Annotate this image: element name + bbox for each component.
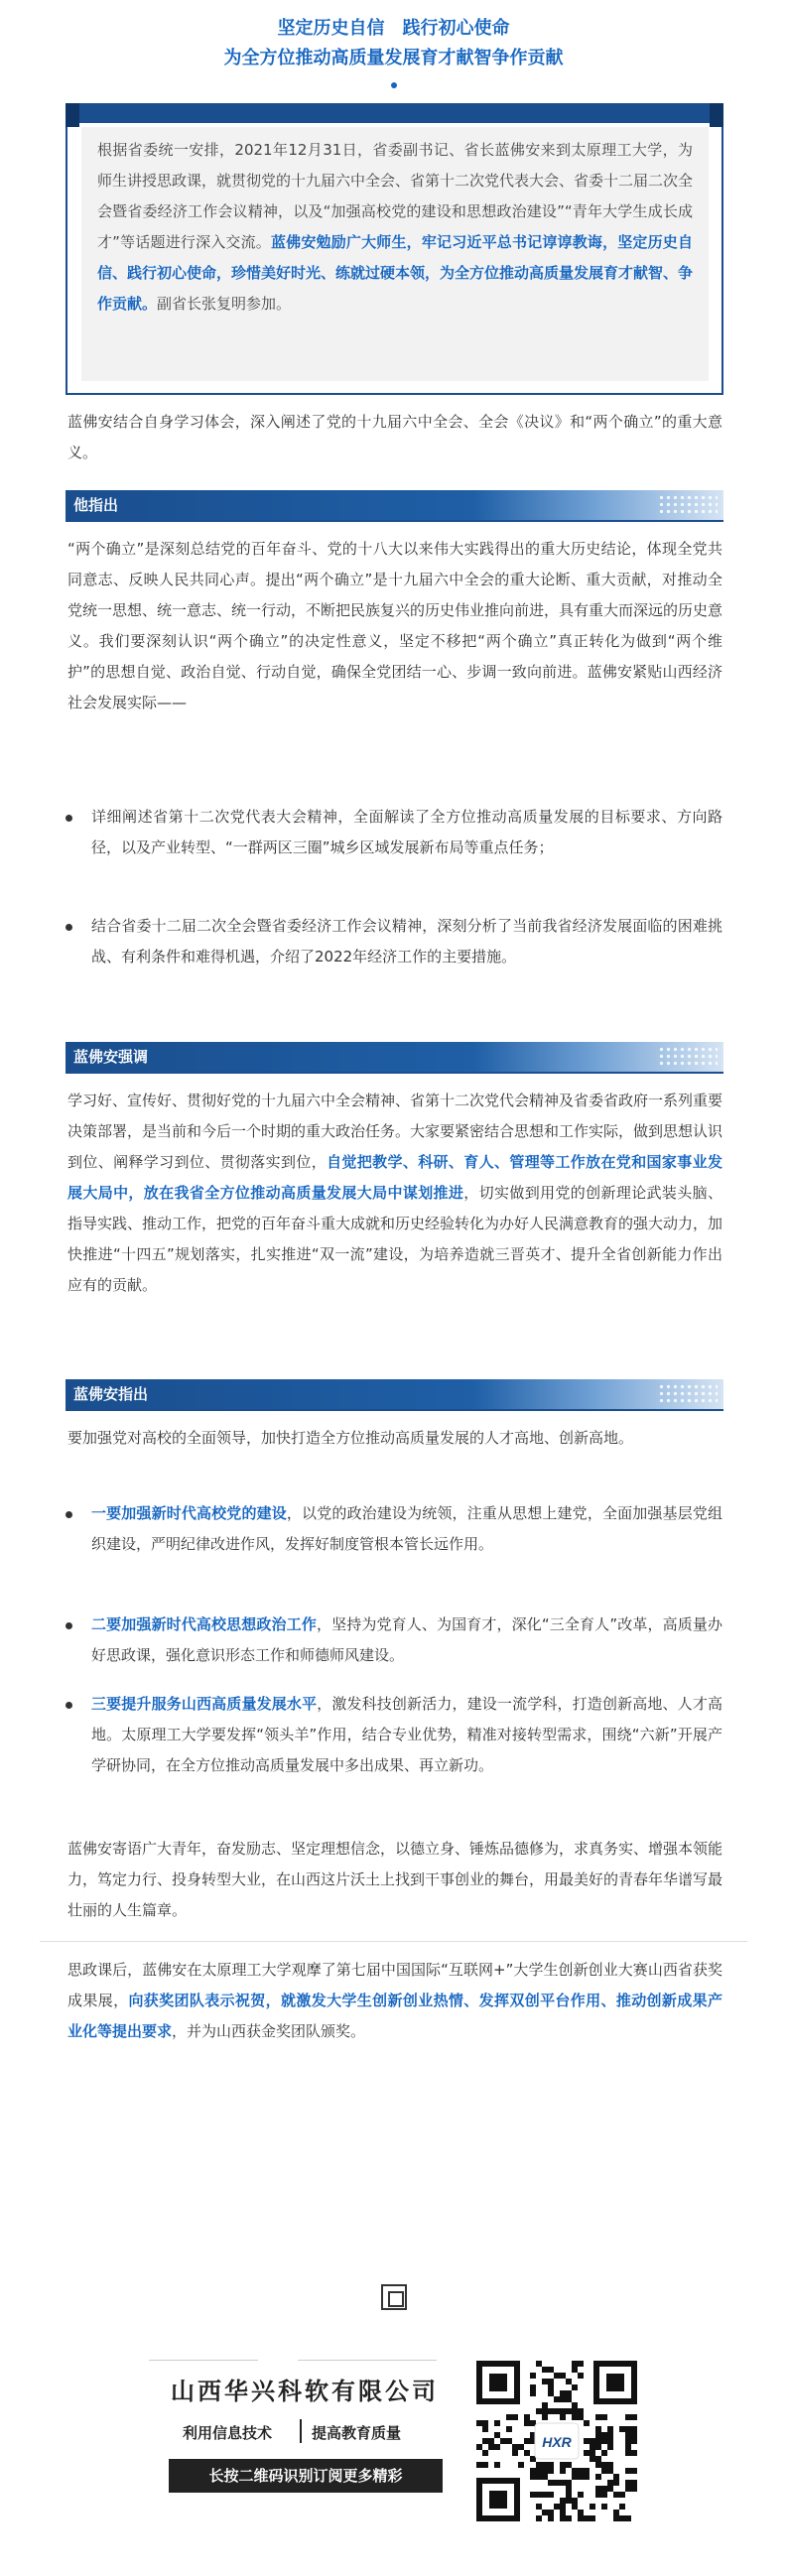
qr-logo-text: HXR	[542, 2434, 572, 2450]
intro-text-tail: 副省长张复明参加。	[157, 295, 292, 313]
closing-text-highlight: 向获奖团队表示祝贺，就激发大学生创新创业热情、发挥双创平台作用、推动创新成果产业化等提出要求	[67, 1992, 722, 2040]
footer-rule-left	[149, 2360, 258, 2361]
intro-text-highlight: 蓝佛安勉励广大师生，牢记习近平总书记谆谆教诲，坚定历史自信、践行初心使命，珍惜美好时光、练就过硬本领，为全方位推动高质量发展育才献智、争作贡献。	[97, 233, 694, 313]
bullet-icon	[66, 1511, 72, 1518]
bullet-icon	[66, 1622, 72, 1629]
square-frame-icon	[381, 2284, 407, 2310]
list-item-lead: 一要加强新时代高校党的建设	[91, 1504, 287, 1522]
dot-pattern-icon	[658, 1383, 718, 1405]
list-item-body: ，坚持为党育人、为国育才，深化“三全育人”改革，高质量办好思政课，强化意识形态工作和师德师风建设。	[91, 1615, 722, 1664]
closing-text-b: ，并为山西获金奖团队颁奖。	[172, 2022, 366, 2040]
page-title-line2: 为全方位推动高质量发展育才献智争作贡献	[223, 48, 564, 68]
section2-text-a: 学习好、宣传好、贯彻好党的十九届六中全会精神、省第十二次党代会精神及省委省政府一系列重要决策部署，是当前和今后一个时期的重大政治任务。大家要紧密结合思想和工作实际，做到思想认识到位、阐释学习到位、贯彻落实到位，	[67, 1092, 723, 1171]
intro-text-plain: 根据省委统一安排，2021年12月31日，省委副书记、省长蓝佛安来到太原理工大学，为师生讲授思政课，就贯彻党的十九届六中全会、省第十二次党代表大会、省委十二届二次全会暨省委经济工作会议精神，以及“加强高校党的建设和思想政治建设”“青年大学生成长成才”等话题进行深入交流。	[97, 141, 694, 251]
subscribe-cta: 长按二维码识别订阅更多精彩	[169, 2459, 443, 2493]
lead-paragraph: 蓝佛安结合自身学习体会，深入阐述了党的十九届六中全会、全会《决议》和“两个确立”的重大意义。	[67, 413, 722, 461]
bullet-icon	[66, 1702, 72, 1709]
intro-box-corner-left	[66, 103, 79, 127]
section2-text-b: ，切实做到用党的创新理论武装头脑、指导实践、推动工作，把党的百年奋斗重大成就和历史经验转化为办好人民满意教育的强大动力，加快推进“十四五”规划落实，扎实推进“双一流”建设，为培养造就三晋英才、提升全省创新能力作出应有的贡献。	[67, 1184, 723, 1294]
list-item-text: 详细阐述省第十二次党代表大会精神，全面解读了全方位推动高质量发展的目标要求、方向路径，以及产业转型、“一群两区三圈”城乡区域发展新布局等重点任务；	[91, 808, 722, 856]
section-underline	[66, 520, 723, 522]
slogan-right: 提高教育质量	[312, 2424, 402, 2442]
title-dot-ornament	[391, 82, 397, 88]
section1-paragraph: “两个确立”是深刻总结党的百年奋斗、党的十八大以来伟大实践得出的重大历史结论，体现全党共同意志、反映人民共同心声。提出“两个确立”是十九届六中全会的重大论断、重大贡献，对推动全党统一思想、统一意志、统一行动，不断把民族复兴的历史伟业推向前进，具有重大而深远的历史意义。我们要深刻认识“两个确立”的决定性意义，坚定不移把“两个确立”真正转化为做到“两个维护”的思想自觉、政治自觉、行动自觉，确保全党团结一心、步调一致向前进。蓝佛安紧贴山西经济社会发展实际——	[67, 540, 723, 711]
slogan-separator	[300, 2419, 302, 2443]
dot-pattern-icon	[658, 494, 718, 516]
dot-pattern-icon	[658, 1046, 718, 1068]
list-item	[66, 1689, 722, 1781]
content-divider	[40, 1941, 747, 1942]
company-name: 山西华兴科软有限公司	[171, 2377, 439, 2405]
list-item-text: 结合省委十二届二次全会暨省委经济工作会议精神，深刻分析了当前我省经济发展面临的困难挑战、有利条件和难得机遇，介绍了2022年经济工作的主要措施。	[91, 917, 722, 966]
footer-rule-right	[298, 2360, 437, 2361]
page-title-line1: 坚定历史自信 践行初心使命	[277, 18, 510, 39]
intro-box-corner-right	[710, 103, 723, 127]
section-underline	[66, 1072, 723, 1074]
qr-code[interactable]	[472, 2357, 641, 2525]
closing-text-a: 思政课后，蓝佛安在太原理工大学观摩了第七届中国国际“互联网+”大学生创新创业大赛山西省获奖成果展，	[67, 1961, 722, 2009]
section-header-emphasized	[66, 1042, 723, 1072]
list-item	[66, 802, 722, 863]
section-header-he-pointed-out	[66, 490, 723, 520]
section2-paragraph	[67, 1086, 722, 1301]
section-header-also-pointed-out	[66, 1379, 723, 1409]
section3-closing: 蓝佛安寄语广大青年，奋发励志、坚定理想信念，以德立身、锤炼品德修为，求真务实、增强本领能力，笃定力行、投身转型大业，在山西这片沃土上找到干事创业的舞台，用最美好的青春年华谱写最壮丽的人生篇章。	[67, 1840, 723, 1919]
closing-paragraph	[67, 1955, 722, 2047]
list-item-text	[91, 1498, 722, 1560]
section-heading: 蓝佛安强调	[73, 1048, 149, 1066]
section-heading: 蓝佛安指出	[73, 1385, 149, 1403]
list-item-lead: 二要加强新时代高校思想政治工作	[91, 1615, 317, 1633]
section2-text-highlight: 自觉把教学、科研、育人、管理等工作放在党和国家事业发展大局中，放在我省全方位推动高质量发展大局中谋划推进	[67, 1153, 722, 1202]
bullet-icon	[66, 924, 72, 931]
list-item-body: ，激发科技创新活力，建设一流学科，打造创新高地、人才高地。太原理工大学要发挥“领头羊”作用，结合专业优势，精准对接转型需求，围绕“六新”开展产学研协同，在全方位推动高质量发展中多出成果、再立新功。	[91, 1695, 722, 1774]
intro-paragraph	[97, 135, 693, 320]
section-underline	[66, 1409, 723, 1411]
list-item-body: ，以党的政治建设为统领，注重从思想上建党，全面加强基层党组织建设，严明纪律改进作风，发挥好制度管根本管长远作用。	[91, 1504, 722, 1553]
section-heading: 他指出	[73, 496, 119, 514]
list-item	[66, 911, 722, 972]
list-item	[66, 1498, 722, 1560]
list-item-text	[91, 1610, 722, 1671]
section3-intro: 要加强党对高校的全面领导，加快打造全方位推动高质量发展的人才高地、创新高地。	[67, 1429, 634, 1447]
list-item-lead: 三要提升服务山西高质量发展水平	[91, 1695, 318, 1713]
list-item-text	[91, 1689, 722, 1781]
slogan-left: 利用信息技术	[183, 2424, 273, 2442]
bullet-icon	[66, 815, 72, 822]
intro-box-topbar	[66, 103, 723, 123]
qr-code-graphic	[472, 2357, 641, 2525]
list-item	[66, 1610, 722, 1671]
